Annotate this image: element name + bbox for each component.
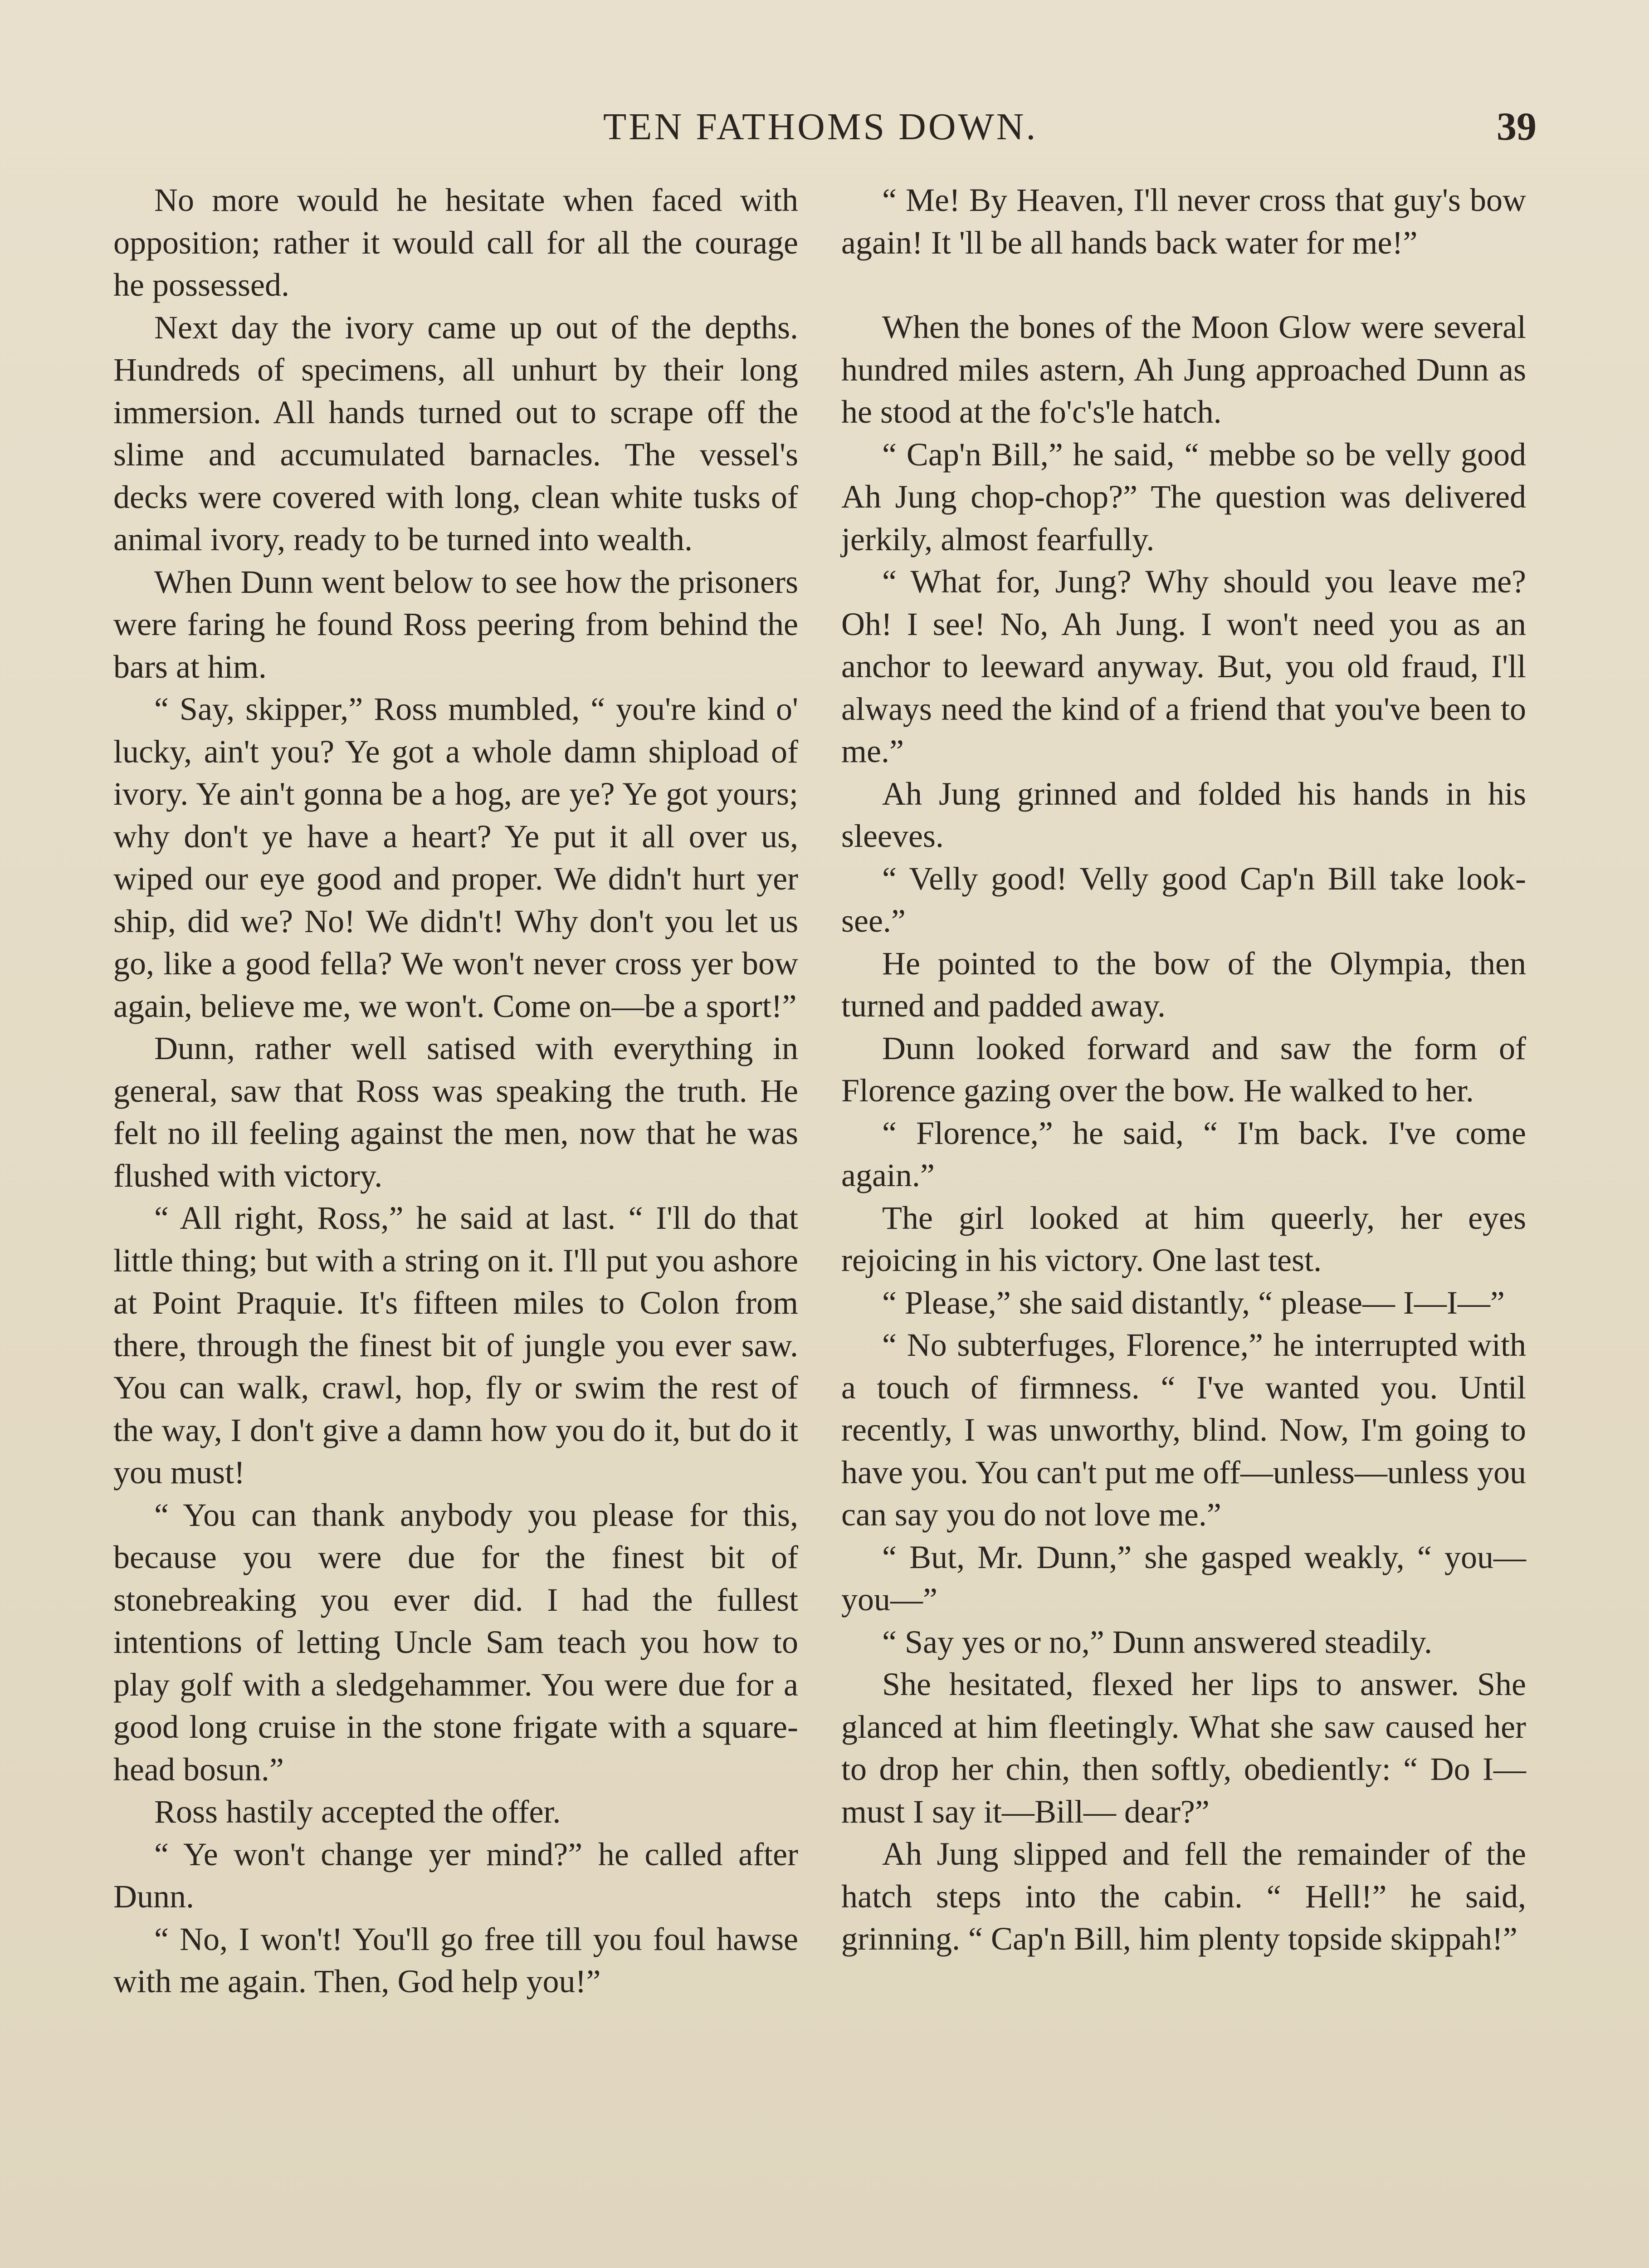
- paragraph: The girl looked at him queerly, her eyes rejoicing in his victory. One last test.: [841, 1199, 1526, 1278]
- paragraph: “ No, I won't! You'll go free till you foul hawse with me again. Then, God help you!”: [113, 1921, 798, 1999]
- paragraph: “ Cap'n Bill,” he said, “ mebbe so be velly good Ah Jung chop-chop?” The question was delivered jerkily, almost fearfully.: [841, 436, 1526, 557]
- paragraph: “ Me! By Heaven, I'll never cross that guy's bow again! It 'll be all hands back water for me!”: [841, 182, 1526, 261]
- paragraph: Dunn, rather well satised with everything in general, saw that Ross was speaking the truth. He felt no ill feeling against the men, now that he was flushed with victory.: [113, 1030, 798, 1194]
- paragraph: Ah Jung grinned and folded his hands in his sleeves.: [841, 775, 1526, 854]
- page-number: 39: [1497, 105, 1537, 149]
- paragraph: “ But, Mr. Dunn,” she gasped weakly, “ you—you—”: [841, 1539, 1526, 1618]
- paragraph: When Dunn went below to see how the prisoners were faring he found Ross peering from behind the bars at him.: [113, 563, 798, 685]
- paragraph: “ Florence,” he said, “ I'm back. I've come again.”: [841, 1114, 1526, 1193]
- paragraph: “ All right, Ross,” he said at last. “ I'll do that little thing; but with a string on it. I'll put you ashore at Point Praquie. It's fifteen miles to Colon from there, through the finest bit of jungle you ever saw. You can walk, crawl, hop, fly or swim the rest of the way, I don't give a damn how you do it, but do it you must!: [113, 1200, 798, 1491]
- left-column: [113, 179, 798, 2003]
- paragraph: Next day the ivory came up out of the depths. Hundreds of specimens, all unhurt by their long immersion. All hands turned out to scrape off the slime and accumulated barnacles. The vessel's decks were covered with long, clean white tusks of animal ivory, ready to be turned into wealth.: [113, 309, 798, 557]
- right-column: [841, 179, 1526, 1960]
- running-title: TEN FATHOMS DOWN.: [603, 106, 1038, 148]
- paragraph: “ Velly good! Velly good Cap'n Bill take look-see.”: [841, 860, 1526, 939]
- paragraph: “ Say yes or no,” Dunn answered steadily.: [882, 1623, 1432, 1660]
- paragraph: Ah Jung slipped and fell the remainder of the hatch steps into the cabin. “ Hell!” he said, grinning. “ Cap'n Bill, him plenty topside skippah!”: [841, 1836, 1526, 1957]
- paragraph: “ Say, skipper,” Ross mumbled, “ you're kind o' lucky, ain't you? Ye got a whole damn shipload of ivory. Ye ain't gonna be a hog, are ye? Ye got yours; why don't ye have a heart? Ye put it all over us, wiped our eye good and proper. We didn't hurt yer ship, did we? No! We didn't! Why don't you let us go, like a good fella? We won't never cross yer bow again, believe me, we won't. Come on—be a sport!”: [113, 691, 798, 1024]
- paragraph: No more would he hesitate when faced with opposition; rather it would call for all the courage he possessed.: [113, 182, 798, 303]
- paragraph: When the bones of the Moon Glow were several hundred miles astern, Ah Jung approached Dunn as he stood at the fo'c's'le hatch.: [841, 309, 1526, 430]
- section-break: [841, 264, 1526, 306]
- paragraph: “ You can thank anybody you please for this, because you were due for the finest bit of stonebreaking you ever did. I had the fullest intentions of letting Uncle Sam teach you how to play golf with a sledgehammer. You were due for a good long cruise in the stone frigate with a squarehead bosun.”: [113, 1496, 798, 1788]
- page-header: [0, 100, 1649, 154]
- paragraph: “ What for, Jung? Why should you leave me? Oh! I see! No, Ah Jung. I won't need you as an anchor to leeward anyway. But, you old fraud, I'll always need the kind of a friend that you've been to me.”: [841, 563, 1526, 769]
- paragraph: “ Please,” she said distantly, “ please— I—I—”: [882, 1284, 1505, 1321]
- paragraph: “ No subterfuges, Florence,” he interrupted with a touch of firmness. “ I've wanted you. Until recently, I was unworthy, blind. Now, I'm going to have you. You can't put me off—unless—unless you can say you do not love me.”: [841, 1327, 1526, 1533]
- paragraph: He pointed to the bow of the Olympia, then turned and padded away.: [841, 945, 1526, 1024]
- paragraph: Ross hastily accepted the offer.: [154, 1794, 561, 1830]
- paragraph: She hesitated, flexed her lips to answer. She glanced at him fleetingly. What she saw caused her to drop her chin, then softly, obediently: “ Do I—must I say it—Bill— dear?”: [841, 1666, 1526, 1830]
- paragraph: Dunn looked forward and saw the form of Florence gazing over the bow. He walked to her.: [841, 1030, 1526, 1109]
- paragraph: “ Ye won't change yer mind?” he called after Dunn.: [113, 1836, 798, 1915]
